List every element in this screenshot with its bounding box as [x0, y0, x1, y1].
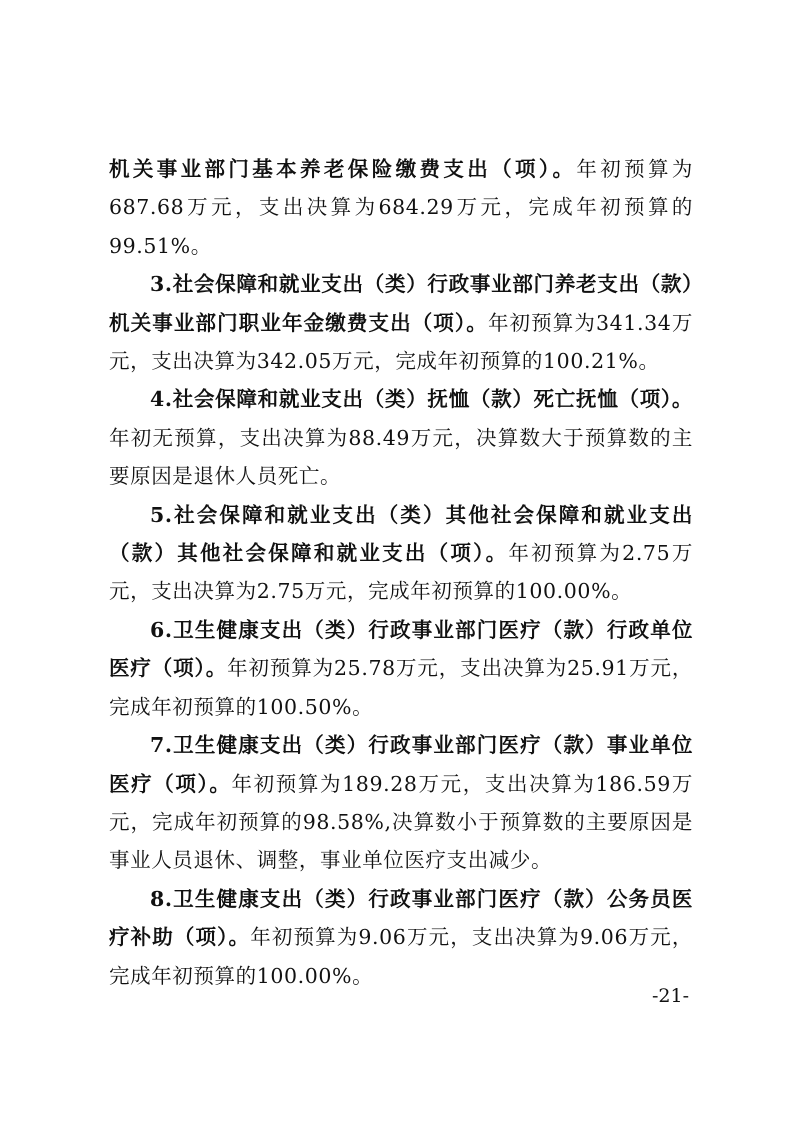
paragraph-heading: 7.卫生健康支出（类）行政事业部门医疗（款）事业单位医疗（项）。 [109, 733, 693, 796]
paragraph-text: 年初预算为687.68万元，支出决算为684.29万元，完成年初预算的99.51%。 [109, 157, 693, 258]
paragraph-text: 年初无预算，支出决算为88.49万元，决算数大于预算数的主要原因是退休人员死亡。 [109, 425, 693, 489]
paragraph-occupational-annuity [109, 265, 693, 380]
paragraph-death-compensation [109, 380, 693, 495]
page-number: -21- [652, 985, 690, 1007]
document-body [109, 150, 693, 995]
paragraph-heading: 8.卫生健康支出（类）行政事业部门医疗（款）公务员医疗补助（项）。 [109, 886, 693, 950]
paragraph-heading: 3.社会保障和就业支出（类）行政事业部门养老支出（款）机关事业部门职业年金缴费支出（项）。 [109, 272, 693, 335]
paragraph-civil-servant-medical [109, 880, 693, 995]
paragraph-heading: 机关事业部门基本养老保险缴费支出（项）。 [109, 157, 577, 181]
paragraph-heading: 6.卫生健康支出（类）行政事业部门医疗（款）行政单位医疗（项）。 [109, 617, 693, 681]
paragraph-heading: 4.社会保障和就业支出（类）抚恤（款）死亡抚恤（项）。 [150, 387, 693, 412]
paragraph-text: 年初预算为9.06万元，支出决算为9.06万元，完成年初预算的100.00%。 [109, 925, 693, 988]
paragraph-heading: 5.社会保障和就业支出（类）其他社会保障和就业支出（款）其他社会保障和就业支出（项）。 [109, 502, 693, 566]
paragraph-pension-continuation [109, 150, 693, 265]
paragraph-text: 年初预算为189.28万元，支出决算为186.59万元，完成年初预算的98.58%,决算数小于预算数的主要原因是事业人员退休、调整，事业单位医疗支出减少。 [109, 771, 693, 873]
paragraph-text: 年初预算为341.34万元，支出决算为342.05万元，完成年初预算的100.21%。 [109, 310, 693, 374]
paragraph-institution-medical [109, 726, 693, 880]
paragraph-administrative-medical [109, 611, 693, 726]
paragraph-other-social-security [109, 496, 693, 611]
paragraph-text: 年初预算为25.78万元，支出决算为25.91万元，完成年初预算的100.50%。 [109, 656, 693, 719]
paragraph-text: 年初预算为2.75万元，支出决算为2.75万元，完成年初预算的100.00%。 [109, 541, 693, 604]
